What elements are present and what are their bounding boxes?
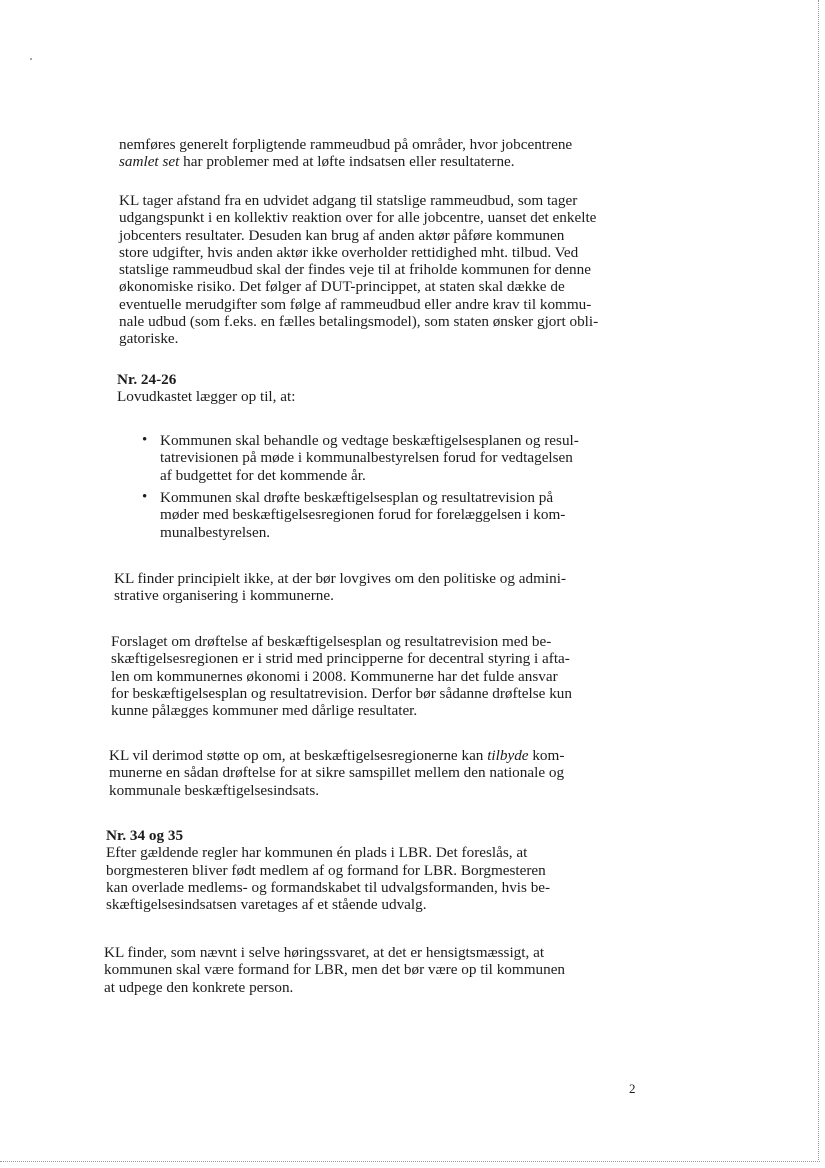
text-line: kunne pålægges kommuner med dårlige resultater. [111, 702, 418, 720]
text-line: Efter gældende regler har kommunen én plads i LBR. Det foreslås, at [106, 844, 528, 862]
section-heading: Nr. 24-26 [117, 371, 177, 388]
text-line: for beskæftigelsesplan og resultatrevision. Derfor bør sådanne drøftelse kun [111, 684, 572, 702]
text-line: borgmesteren bliver født medlem af og formand for LBR. Borgmesteren [106, 861, 546, 879]
paragraph-2 [119, 192, 598, 348]
text-line: nemføres generelt forpligtende rammeudbud på områder, hvor jobcentrene [119, 136, 573, 153]
text-line: kan overlade medlems- og formandskabet til udvalgsformanden, hvis be- [106, 878, 551, 896]
page-number: 2 [629, 1081, 636, 1096]
text-line: af budgettet for det kommende år. [160, 466, 366, 484]
text-line: KL finder principielt ikke, at der bør lovgives om den politiske og admini- [114, 570, 567, 587]
bullet-icon: • [142, 432, 148, 448]
section-heading: Nr. 34 og 35 [106, 827, 184, 844]
text-line: Forslaget om drøftelse af beskæftigelsesplan og resultatrevision med be- [111, 633, 552, 650]
text-fragment: kom- [528, 747, 565, 764]
paragraph-3 [114, 570, 566, 605]
text-line: kommunale beskæftigelsesindsats. [109, 781, 320, 799]
bullet-item [160, 432, 579, 484]
text-line: len om kommunernes økonomi i 2008. Kommunerne har det fulde ansvar [111, 667, 558, 685]
text-line [109, 747, 564, 764]
page-edge-bottom [0, 1160, 820, 1162]
text-line: møder med beskæftigelsesregionen forud for forelæggelsen i kom- [160, 506, 566, 524]
section-intro: Lovudkastet lægger op til, at: [117, 388, 296, 406]
paragraph-1 [119, 136, 572, 171]
bullet-item [160, 489, 565, 541]
text-line: nale udbud (som f.eks. en fælles betalingsmodel), som staten ønsker gjort obli- [119, 313, 599, 331]
text-line: eventuelle merudgifter som følge af rammeudbud eller andre krav til kommu- [119, 295, 592, 313]
paragraph-6 [104, 944, 565, 996]
paragraph-5 [109, 747, 564, 799]
emphasis-text: tilbyde [487, 747, 529, 764]
text-line: munalbestyrelsen. [160, 523, 271, 541]
section-nr-24-26 [117, 371, 295, 406]
text-line: skæftigelsesregionen er i strid med principperne for decentral styring i afta- [111, 650, 570, 668]
emphasis-text: samlet set [119, 153, 180, 171]
text-line: økonomiske risiko. Det følger af DUT-princippet, at staten skal dække de [119, 278, 565, 296]
text-line: skæftigelsesindsatsen varetages af et stående udvalg. [106, 896, 427, 914]
paragraph-4 [111, 633, 572, 719]
text-line: gatoriske. [119, 330, 179, 348]
text-line: tatrevisionen på møde i kommunalbestyrelsen forud for vedtagelsen [160, 449, 573, 467]
text-line: at udpege den konkrete person. [104, 978, 294, 996]
text-line: Kommunen skal drøfte beskæftigelsesplan og resultatrevision på [160, 489, 554, 506]
text-line: strative organisering i kommunerne. [114, 587, 334, 605]
bullet-icon: • [142, 489, 148, 505]
page-edge-right [817, 0, 819, 1160]
scan-speck [30, 58, 32, 60]
text-line: store udgifter, hvis anden aktør ikke overholder rettidighed mht. tilbud. Ved [119, 243, 579, 261]
text-line: statslige rammeudbud skal der findes veje til at friholde kommunen for denne [119, 261, 591, 279]
text-line: munerne en sådan drøftelse for at sikre samspillet mellem den nationale og [109, 764, 565, 782]
section-nr-34-35 [106, 827, 550, 913]
text-line: jobcenters resultater. Desuden kan brug af anden aktør påføre kommunen [119, 226, 565, 244]
text-line: KL finder, som nævnt i selve høringssvaret, at det er hensigtsmæssigt, at [104, 944, 545, 961]
text-fragment: har problemer med at løfte indsatsen eller resultaterne. [179, 153, 515, 171]
text-line: kommunen skal være formand for LBR, men det bør være op til kommunen [104, 961, 566, 979]
text-line: KL tager afstand fra en udvidet adgang til statslige rammeudbud, som tager [119, 192, 578, 209]
text-fragment: KL vil derimod støtte op om, at beskæftigelsesregionerne kan [109, 747, 488, 764]
text-line [119, 153, 572, 170]
text-line: udgangspunkt i en kollektiv reaktion over for alle jobcentre, uanset det enkelte [119, 209, 597, 227]
text-line: Kommunen skal behandle og vedtage beskæftigelsesplanen og resul- [160, 432, 579, 449]
